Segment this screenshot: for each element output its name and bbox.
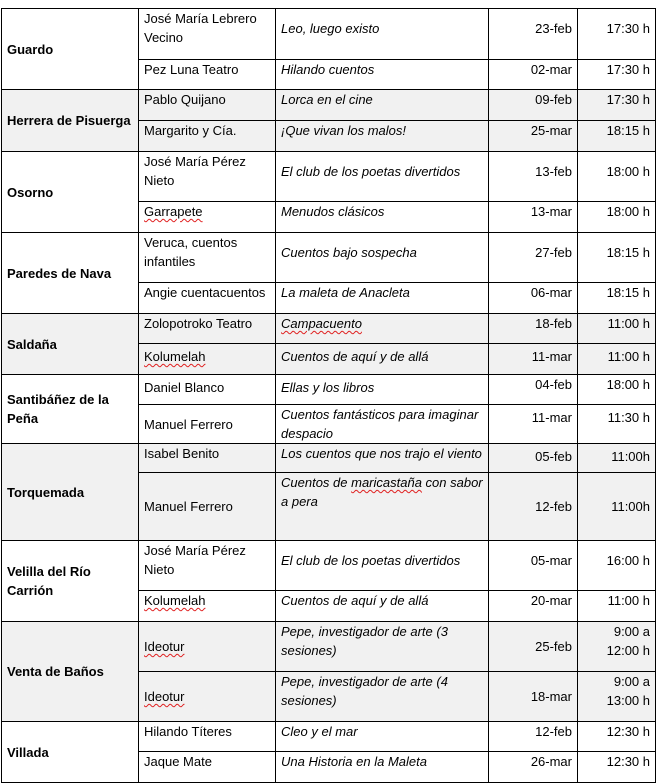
performer-cell: Daniel Blanco (139, 375, 276, 405)
time-cell: 17:30 h (578, 9, 656, 60)
time-start: 9:00 a (613, 674, 650, 689)
date-cell: 25-mar (489, 121, 578, 152)
time-cell: 18:15 h (578, 121, 656, 152)
events-table (1, 8, 656, 783)
performer-cell: Pez Luna Teatro (139, 60, 276, 90)
title-cell (276, 314, 489, 344)
location-cell: Guardo (2, 9, 139, 90)
date-cell: 27-feb (489, 233, 578, 283)
time-cell: 17:30 h (578, 90, 656, 121)
date-cell: 09-feb (489, 90, 578, 121)
location-cell: Herrera de Pisuerga (2, 90, 139, 152)
location-cell: Saldaña (2, 314, 139, 375)
performer-cell: Angie cuentacuentos (139, 283, 276, 314)
location-cell: Villada (2, 722, 139, 783)
title-cell: El club de los poetas divertidos (276, 152, 489, 202)
title-text: Campacuento (281, 316, 362, 331)
date-cell: 18-feb (489, 314, 578, 344)
table-row (2, 9, 656, 60)
title-cell: Ellas y los libros (276, 375, 489, 405)
location-cell: Venta de Baños (2, 622, 139, 722)
performer-cell: Zolopotroko Teatro (139, 314, 276, 344)
time-cell: 12:30 h (578, 722, 656, 752)
performer-name: Ideotur (144, 689, 185, 704)
performer-name: Ideotur (144, 639, 185, 654)
table-row (2, 444, 656, 473)
performer-cell: Hilando Títeres (139, 722, 276, 752)
date-cell: 13-mar (489, 202, 578, 233)
time-cell: 16:00 h (578, 541, 656, 591)
date-cell: 23-feb (489, 9, 578, 60)
performer-cell (139, 622, 276, 672)
title-cell: ¡Que vivan los malos! (276, 121, 489, 152)
date-cell: 11-mar (489, 405, 578, 444)
time-cell: 18:00 h (578, 202, 656, 233)
time-cell: 12:30 h (578, 752, 656, 783)
time-cell: 18:15 h (578, 233, 656, 283)
table-row (2, 90, 656, 121)
title-cell (276, 473, 489, 541)
location-cell: Torquemada (2, 444, 139, 541)
date-cell: 12-feb (489, 473, 578, 541)
time-cell (578, 622, 656, 672)
time-start: 9:00 a (613, 624, 650, 639)
date-cell: 25-feb (489, 622, 578, 672)
date-cell: 26-mar (489, 752, 578, 783)
table-row (2, 314, 656, 344)
performer-cell (139, 202, 276, 233)
date-cell: 13-feb (489, 152, 578, 202)
title-cell: Lorca en el cine (276, 90, 489, 121)
table-row (2, 152, 656, 202)
title-cell: Menudos clásicos (276, 202, 489, 233)
performer-cell (139, 344, 276, 375)
time-cell: 11:00h (578, 473, 656, 541)
title-cell: Los cuentos que nos trajo el viento (276, 444, 489, 473)
performer-name: Kolumelah (144, 593, 206, 608)
performer-cell: Manuel Ferrero (139, 405, 276, 444)
title-cell: Pepe, investigador de arte (3 sesiones) (276, 622, 489, 672)
title-cell: Cuentos bajo sospecha (276, 233, 489, 283)
date-cell: 04-feb (489, 375, 578, 405)
performer-cell: Jaque Mate (139, 752, 276, 783)
date-cell: 06-mar (489, 283, 578, 314)
title-text-prefix: Cuentos de (281, 475, 352, 490)
title-cell: El club de los poetas divertidos (276, 541, 489, 591)
performer-cell: Isabel Benito (139, 444, 276, 473)
performer-cell: Pablo Quijano (139, 90, 276, 121)
time-cell: 11:00h (578, 444, 656, 473)
location-cell: Osorno (2, 152, 139, 233)
time-cell: 18:00 h (578, 152, 656, 202)
location-cell: Velilla del Río Carrión (2, 541, 139, 622)
title-cell: Una Historia en la Maleta (276, 752, 489, 783)
title-cell: Pepe, investigador de arte (4 sesiones) (276, 672, 489, 722)
performer-cell: Manuel Ferrero (139, 473, 276, 541)
performer-cell (139, 672, 276, 722)
table-row (2, 622, 656, 672)
performer-cell: Veruca, cuentos infantiles (139, 233, 276, 283)
title-cell: Hilando cuentos (276, 60, 489, 90)
date-cell: 18-mar (489, 672, 578, 722)
title-cell: La maleta de Anacleta (276, 283, 489, 314)
performer-cell: José María Pérez Nieto (139, 541, 276, 591)
time-cell: 18:00 h (578, 375, 656, 405)
date-cell: 20-mar (489, 591, 578, 622)
date-cell: 02-mar (489, 60, 578, 90)
table-row (2, 722, 656, 752)
time-cell: 17:30 h (578, 60, 656, 90)
title-cell: Leo, luego existo (276, 9, 489, 60)
date-cell: 12-feb (489, 722, 578, 752)
performer-name: Garrapete (144, 204, 203, 219)
title-cell: Cuentos fantásticos para imaginar despacio (276, 405, 489, 444)
time-cell: 18:15 h (578, 283, 656, 314)
date-cell: 11-mar (489, 344, 578, 375)
title-text-suffix: con sabor a pera (281, 475, 483, 509)
time-cell (578, 672, 656, 722)
title-text-misspelled: maricastaña (351, 475, 422, 490)
performer-cell (139, 591, 276, 622)
table-row (2, 375, 656, 405)
title-cell: Cuentos de aquí y de allá (276, 344, 489, 375)
date-cell: 05-feb (489, 444, 578, 473)
table-row (2, 541, 656, 591)
time-cell: 11:00 h (578, 314, 656, 344)
performer-cell: Margarito y Cía. (139, 121, 276, 152)
performer-name: Kolumelah (144, 349, 206, 364)
time-cell: 11:00 h (578, 591, 656, 622)
table-row (2, 233, 656, 283)
performer-cell: José María Pérez Nieto (139, 152, 276, 202)
location-cell: Santibáñez de la Peña (2, 375, 139, 444)
title-cell: Cuentos de aquí y de allá (276, 591, 489, 622)
time-end: 12:00 h (606, 643, 650, 658)
time-end: 13:00 h (606, 693, 650, 708)
date-cell: 05-mar (489, 541, 578, 591)
location-cell: Paredes de Nava (2, 233, 139, 314)
time-cell: 11:30 h (578, 405, 656, 444)
time-cell: 11:00 h (578, 344, 656, 375)
title-cell: Cleo y el mar (276, 722, 489, 752)
performer-cell: José María Lebrero Vecino (139, 9, 276, 60)
